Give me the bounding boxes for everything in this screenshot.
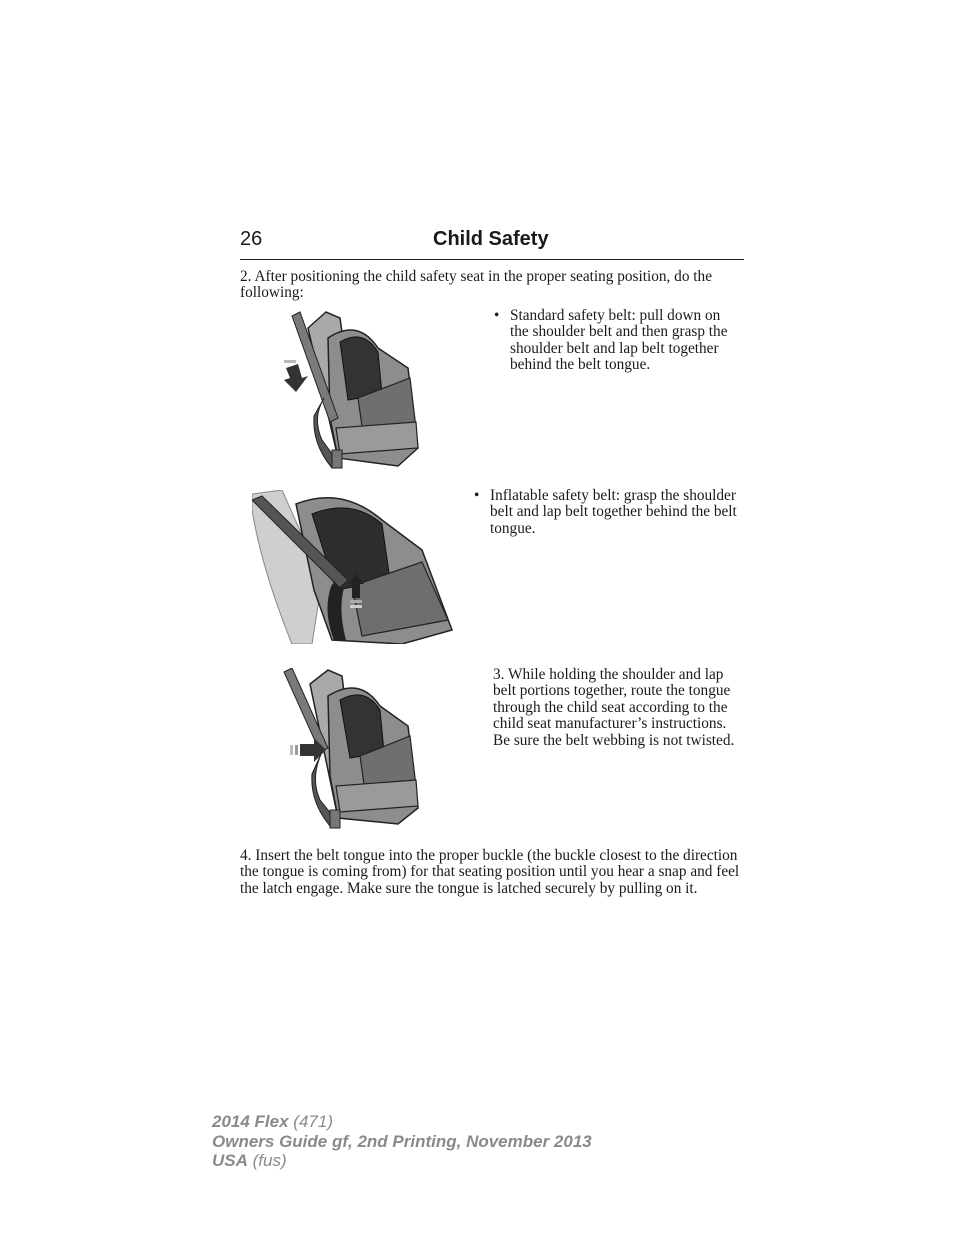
step-2-text: 2. After positioning the child safety seat in the proper seating position, do the following: (240, 268, 712, 302)
footer-market: USA (212, 1151, 248, 1170)
bullet-text: Standard safety belt: pull down on the shoulder belt and then grasp the shoulder belt and lap belt together behind the belt tongue. (510, 307, 728, 374)
route-tongue-illustration (280, 668, 426, 832)
bullet-marker: • (474, 487, 480, 504)
standard-belt-illustration (278, 308, 426, 472)
footer-market-code: (fus) (252, 1151, 287, 1170)
page-footer (212, 1112, 592, 1171)
step-3-text: 3. While holding the shoulder and lap belt portions together, route the tongue through the child seat according to the child seat manufacturer’s instructions. Be sure the belt webbing is not twisted. (493, 666, 735, 749)
bullet-marker: • (494, 307, 500, 324)
footer-line-1 (212, 1112, 592, 1132)
footer-model: 2014 Flex (212, 1112, 289, 1131)
section-title: Child Safety (433, 228, 549, 250)
footer-line-2 (212, 1132, 592, 1152)
footer-model-code: (471) (293, 1112, 333, 1131)
step-4-text: 4. Insert the belt tongue into the proper buckle (the buckle closest to the direction the tongue is coming from) for that seating position until you hear a snap and feel the latch engage. Make sure the tongue is latched securely by pulling on it. (240, 847, 740, 897)
bullet-text: Inflatable safety belt: grasp the shoulder belt and lap belt together behind the belt tongue. (490, 487, 737, 537)
footer-guide-info: Owners Guide gf, 2nd Printing, November 2013 (212, 1131, 592, 1151)
inflatable-belt-illustration (252, 490, 456, 644)
page-number: 26 (240, 228, 263, 250)
page-header (240, 228, 744, 260)
footer-line-3 (212, 1151, 592, 1171)
